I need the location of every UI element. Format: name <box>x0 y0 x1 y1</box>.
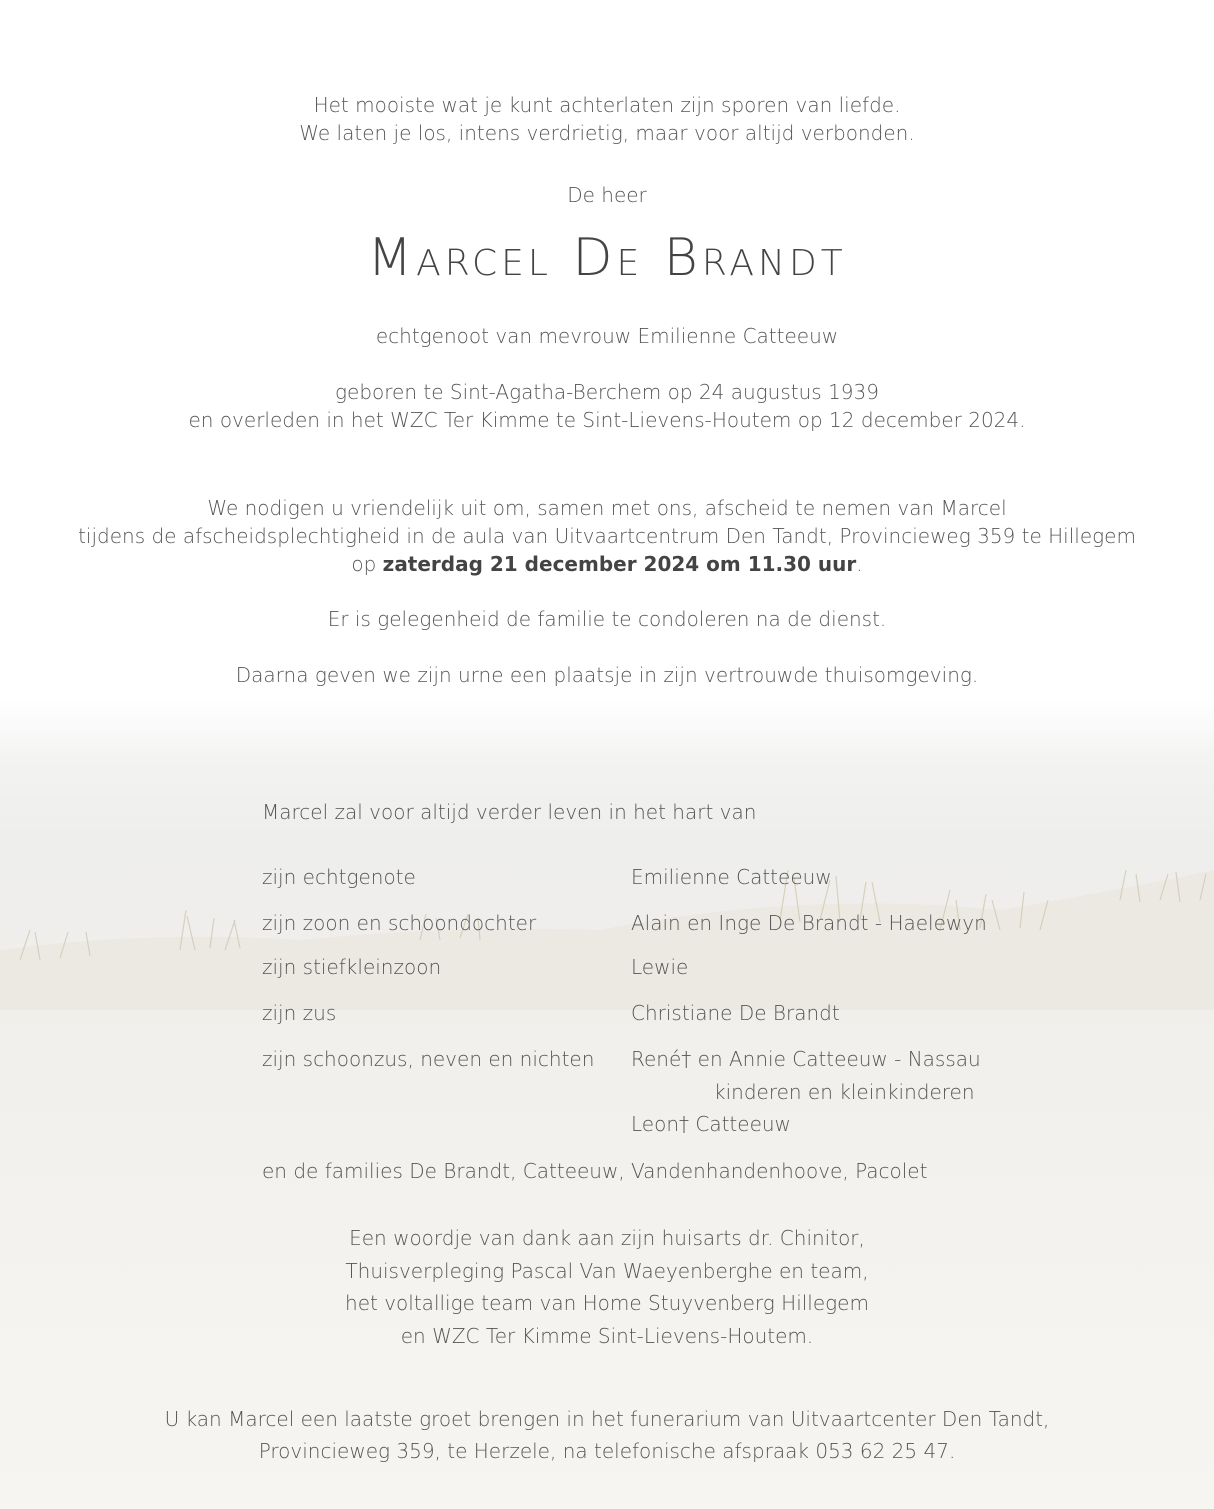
invitation-line-1: We nodigen u vriendelijk uit om, samen met ons, afscheid te nemen van Marcel <box>207 496 1007 520</box>
family-relation: zijn schoonzus, neven en nichten <box>262 1047 595 1071</box>
death-line: en overleden in het WZC Ter Kimme te Sint-Lievens-Houtem op 12 december 2024. <box>188 408 1026 432</box>
family-names: Leon† Catteeuw <box>631 1112 791 1136</box>
birth-death-info <box>0 378 1214 434</box>
salutation: De heer <box>567 183 647 207</box>
visit-line-1: U kan Marcel een laatste groet brengen in het funerarium van Uitvaartcenter Den Tandt, <box>164 1407 1050 1431</box>
invitation <box>0 494 1214 578</box>
family-relation: zijn echtgenote <box>262 865 416 889</box>
thanks <box>0 1222 1214 1352</box>
deceased-name: Marcel De Brandt <box>367 228 847 288</box>
family-relation: zijn zoon en schoondochter <box>262 911 537 935</box>
quote <box>0 91 1214 147</box>
invitation-date-prefix: op <box>351 552 383 576</box>
heart-line: Marcel zal voor altijd verder leven in het hart van <box>262 800 757 824</box>
family-names: kinderen en kleinkinderen <box>714 1080 975 1104</box>
family-names: Alain en Inge De Brandt - Haelewyn <box>631 911 987 935</box>
family-relation: zijn stiefkleinzoon <box>262 955 442 979</box>
spouse-line: echtgenoot van mevrouw Emilienne Catteeuw <box>375 324 839 348</box>
urn-line: Daarna geven we zijn urne een plaatsje in zijn vertrouwde thuisomgeving. <box>235 663 979 687</box>
birth-line: geboren te Sint-Agatha-Berchem op 24 augustus 1939 <box>335 380 879 404</box>
family-names: Christiane De Brandt <box>631 1001 840 1025</box>
invitation-line-2: tijdens de afscheidsplechtigheid in de aula van Uitvaartcentrum Den Tandt, Provincieweg 359 te Hillegem <box>78 524 1136 548</box>
dune-grass-illustration <box>0 830 1214 1010</box>
invitation-date-suffix: . <box>856 552 863 576</box>
invitation-line-3 <box>0 550 1214 578</box>
ceremony-date: zaterdag 21 december 2024 om 11.30 uur <box>382 552 857 576</box>
family-relation: zijn zus <box>262 1001 337 1025</box>
family-names: René† en Annie Catteeuw - Nassau <box>631 1047 981 1071</box>
thanks-line: Thuisverpleging Pascal Van Waeyenberghe en team, <box>345 1258 869 1283</box>
thanks-line: en WZC Ter Kimme Sint-Lievens-Houtem. <box>400 1323 814 1348</box>
visit-line-2: Provincieweg 359, te Herzele, na telefonische afspraak 053 62 25 47. <box>258 1439 956 1463</box>
quote-line-2: We laten je los, intens verdrietig, maar voor altijd verbonden. <box>299 121 915 145</box>
thanks-line: Een woordje van dank aan zijn huisarts dr. Chinitor, <box>349 1226 865 1250</box>
visit-info <box>0 1403 1214 1467</box>
family-names: Emilienne Catteeuw <box>631 865 832 889</box>
thanks-line: het voltallige team van Home Stuyvenberg Hillegem <box>345 1291 869 1315</box>
quote-line-1: Het mooiste wat je kunt achterlaten zijn sporen van liefde. <box>313 93 901 117</box>
condolence-line: Er is gelegenheid de familie te condoleren na de dienst. <box>327 607 887 631</box>
families-line: en de families De Brandt, Catteeuw, Vandenhandenhoove, Pacolet <box>262 1159 928 1183</box>
family-names: Lewie <box>631 955 689 979</box>
